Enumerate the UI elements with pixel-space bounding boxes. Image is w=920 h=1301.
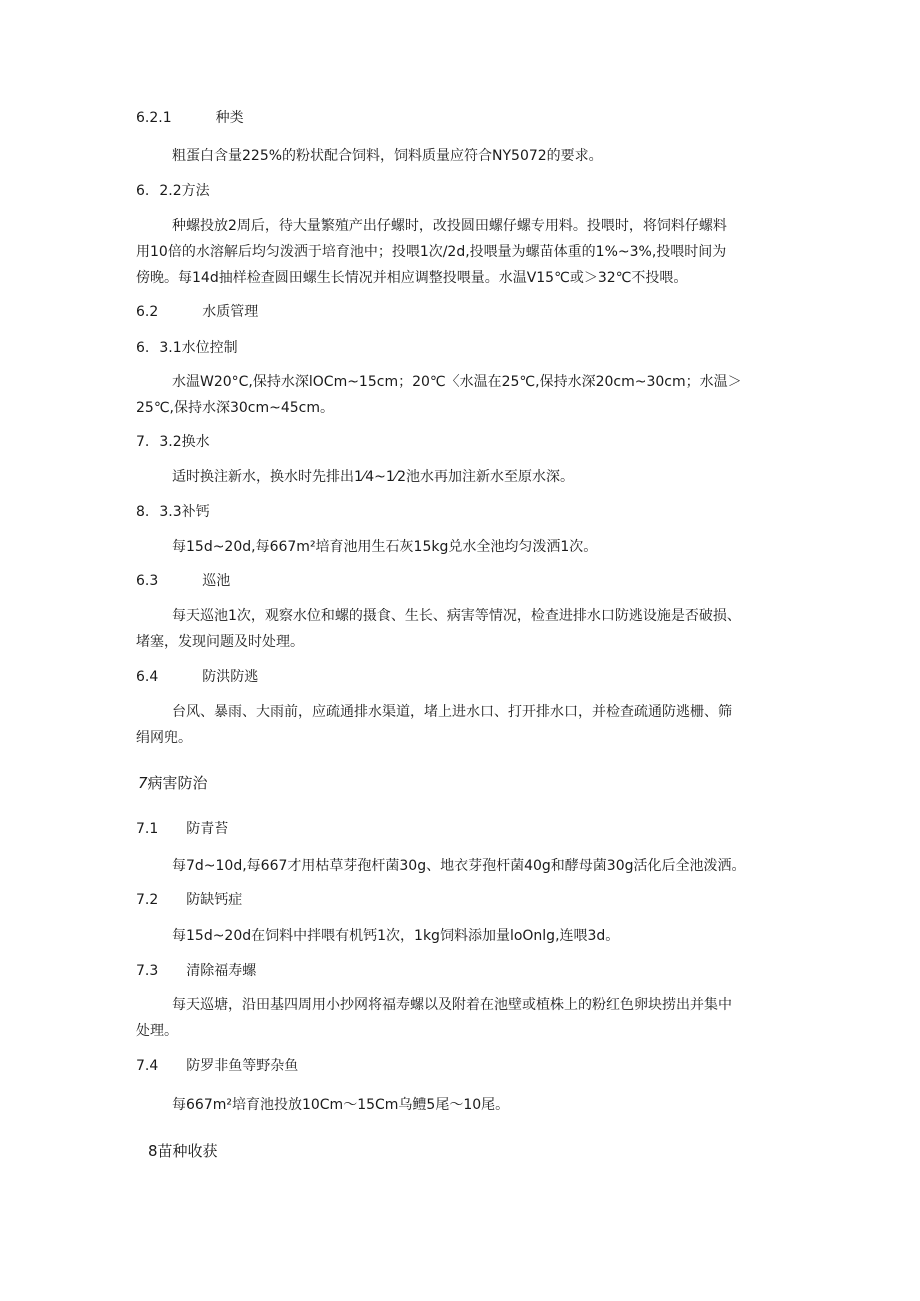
section-number: 7.1 — [136, 821, 159, 837]
section-title: 水质管理 — [202, 304, 259, 320]
section-title: 2.2方法 — [159, 183, 210, 199]
section-number: 7. — [136, 434, 150, 450]
section-number: 6.4 — [136, 669, 159, 685]
paragraph-line: 傍晚。每14d抽样检查圆田螺生长情况并相应调整投喂量。水温V15℃或＞32℃不投喂。 — [136, 270, 688, 286]
paragraph-line: 处理。 — [136, 1023, 178, 1039]
section-number: 7.2 — [136, 892, 159, 908]
section-number: 6. — [136, 340, 150, 356]
section-title: 防罗非鱼等野杂鱼 — [186, 1058, 299, 1074]
section-6-3-heading — [136, 571, 230, 591]
paragraph-line: 每7d~10d,每667才用枯草芽孢杆菌30g、地衣芽孢杆菌40g和酵母菌30g活化后全池泼洒。 — [172, 858, 746, 874]
chapter-title: 病害防治 — [147, 774, 208, 792]
paragraph-line: 水温W20°C,保持水深lOCm~15cm；20℃〈水温在25℃,保持水深20cm~30cm；水温＞ — [172, 374, 742, 390]
paragraph-line: 粗蛋白含量225%的粉状配合饲料，饲料质量应符合NY5072的要求。 — [172, 148, 603, 164]
paragraph-6-2-1 — [172, 146, 603, 166]
section-6-4-heading — [136, 667, 258, 687]
paragraph-line: 用10倍的水溶解后均匀泼洒于培育池中；投喂1次/2d,投喂量为螺苗体重的1%~3%,投喂时间为 — [136, 244, 727, 260]
chapter-7-heading — [138, 773, 208, 793]
section-title: 防缺钙症 — [186, 892, 243, 908]
section-6-3-1-heading — [136, 338, 238, 358]
paragraph-line: 堵塞，发现问题及时处理。 — [136, 634, 304, 650]
paragraph-line: 台风、暴雨、大雨前，应疏通排水渠道，堵上进水口、打开排水口，并检查疏通防逃栅、筛 — [172, 704, 732, 720]
section-number: 6.2 — [136, 304, 159, 320]
section-title: 3.3补钙 — [159, 504, 210, 520]
section-number: 6.2.1 — [136, 110, 172, 126]
paragraph-line: 绢网兜。 — [136, 730, 192, 746]
section-7-2-heading — [136, 890, 242, 910]
section-number: 7.4 — [136, 1058, 159, 1074]
section-number: 6. — [136, 183, 150, 199]
chapter-number: 8 — [148, 1142, 158, 1160]
section-7-4-heading — [136, 1056, 298, 1076]
section-6-2-2-heading — [136, 181, 210, 201]
paragraph-line: 每15d~20d,每667m²培育池用生石灰15kg兑水全池均匀泼洒1次。 — [172, 539, 598, 555]
section-title: 防洪防逃 — [202, 669, 259, 685]
section-6-2-heading — [136, 302, 258, 322]
chapter-8-heading — [148, 1141, 218, 1161]
section-6-2-1-heading — [136, 108, 244, 128]
chapter-title: 苗种收获 — [157, 1142, 218, 1160]
paragraph-line: 25℃,保持水深30cm~45cm。 — [136, 400, 335, 416]
paragraph-line: 每天巡塘，沿田基四周用小抄网将福寿螺以及附着在池壁或植株上的粉红色卵块捞出并集中 — [172, 997, 732, 1013]
paragraph-line: 每15d~20d在饲料中拌喂有机钙1次，1kg饲料添加量loOnlg,连喂3d。 — [172, 928, 620, 944]
paragraph-line: 适时换注新水，换水时先排出1⁄4~1⁄2池水再加注新水至原水深。 — [172, 469, 575, 485]
section-title: 巡池 — [202, 573, 231, 589]
section-title: 种类 — [215, 110, 244, 126]
paragraph-line: 每667m²培育池投放10Cm～15Cm乌鳢5尾～10尾。 — [172, 1097, 510, 1113]
section-3-3-heading — [136, 502, 210, 522]
section-3-2-heading — [136, 432, 210, 452]
section-title: 3.1水位控制 — [159, 340, 238, 356]
chapter-number: 7 — [138, 774, 148, 792]
section-title: 防青苔 — [186, 821, 229, 837]
section-number: 6.3 — [136, 573, 159, 589]
section-title: 清除福寿螺 — [186, 963, 257, 979]
paragraph-line: 每天巡池1次，观察水位和螺的摄食、生长、病害等情况，检查进排水口防逃设施是否破损、 — [172, 608, 741, 624]
section-title: 3.2换水 — [159, 434, 210, 450]
section-number: 7.3 — [136, 963, 159, 979]
section-7-1-heading — [136, 819, 228, 839]
paragraph-line: 种螺投放2周后，待大量繁殖产出仔螺时，改投圆田螺仔螺专用料。投喂时，将饲料仔螺料 — [172, 218, 727, 234]
section-7-3-heading — [136, 961, 256, 981]
section-number: 8. — [136, 504, 150, 520]
